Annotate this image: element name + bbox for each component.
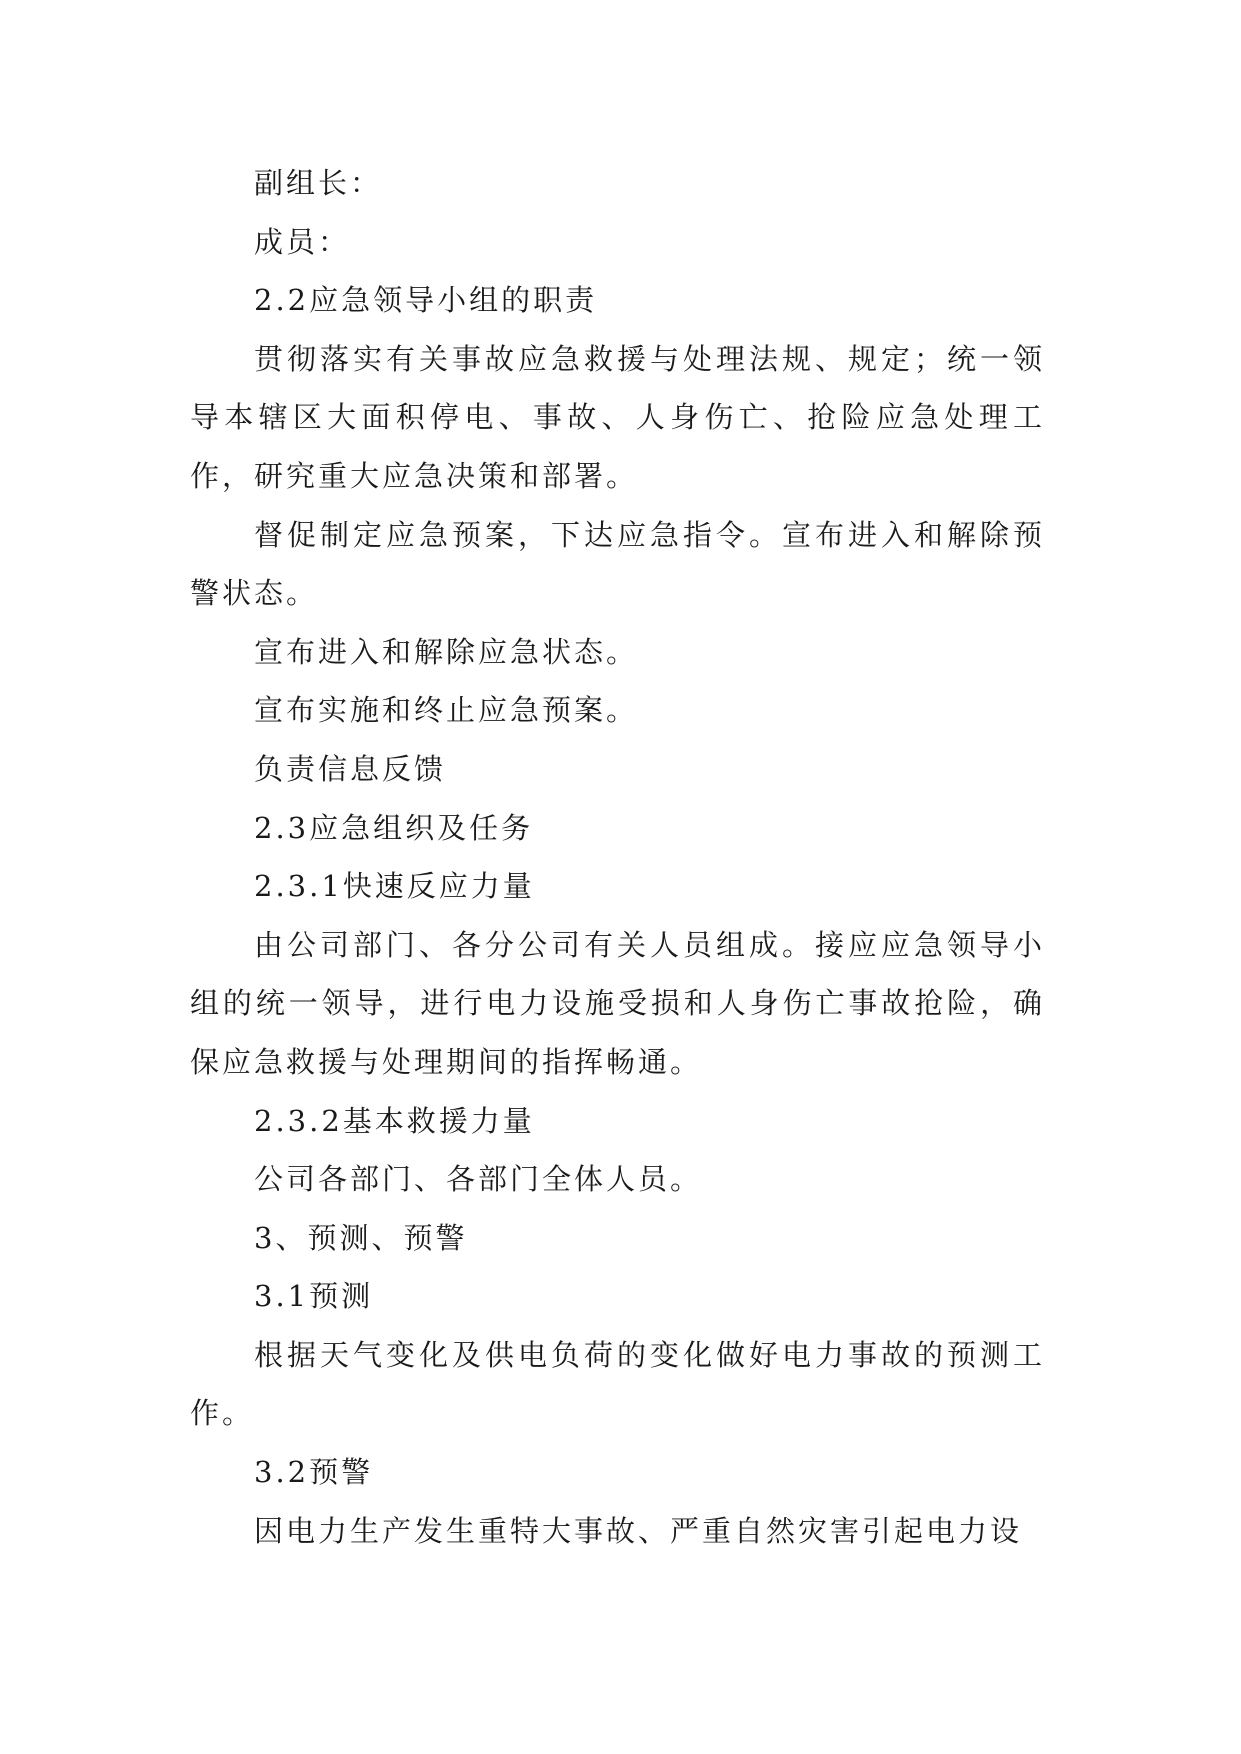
paragraph-warning: 因电力生产发生重特大事故、严重自然灾害引起电力设 bbox=[254, 1513, 1023, 1548]
heading-2-2: 2.2应急领导小组的职责 bbox=[254, 283, 598, 318]
paragraph-implement-plan: 宣布实施和终止应急预案。 bbox=[254, 693, 639, 728]
paragraph-basic-rescue: 公司各部门、各部门全体人员。 bbox=[254, 1162, 703, 1197]
heading-2-3-2: 2.3.2基本救援力量 bbox=[254, 1103, 535, 1138]
paragraph-supervise-plans: 督促制定应急预案，下达应急指令。宣布进入和解除预警状态。 bbox=[190, 517, 1045, 611]
heading-3-2: 3.2预警 bbox=[254, 1455, 374, 1490]
heading-3: 3、预测、预警 bbox=[254, 1220, 468, 1255]
paragraph-implement-regulations: 贯彻落实有关事故应急救援与处理法规、规定；统一领导本辖区大面积停电、事故、人身伤亡、抢险应急处理工作，研究重大应急决策和部署。 bbox=[190, 341, 1045, 493]
paragraph-feedback: 负责信息反馈 bbox=[254, 751, 447, 786]
heading-3-1: 3.1预测 bbox=[254, 1279, 374, 1314]
heading-2-3: 2.3应急组织及任务 bbox=[254, 810, 534, 845]
paragraph-emergency-state: 宣布进入和解除应急状态。 bbox=[254, 634, 639, 669]
paragraph-deputy-leader: 副组长： bbox=[254, 166, 383, 200]
paragraph-members: 成员： bbox=[254, 224, 351, 259]
document-body bbox=[190, 154, 1045, 1560]
heading-2-3-1: 2.3.1快速反应力量 bbox=[254, 869, 535, 904]
paragraph-forecast: 根据天气变化及供电负荷的变化做好电力事故的预测工作。 bbox=[190, 1337, 1045, 1431]
paragraph-rapid-response: 由公司部门、各分公司有关人员组成。接应应急领导小组的统一领导，进行电力设施受损和人身伤亡事故抢险，确保应急救援与处理期间的指挥畅通。 bbox=[190, 927, 1045, 1079]
